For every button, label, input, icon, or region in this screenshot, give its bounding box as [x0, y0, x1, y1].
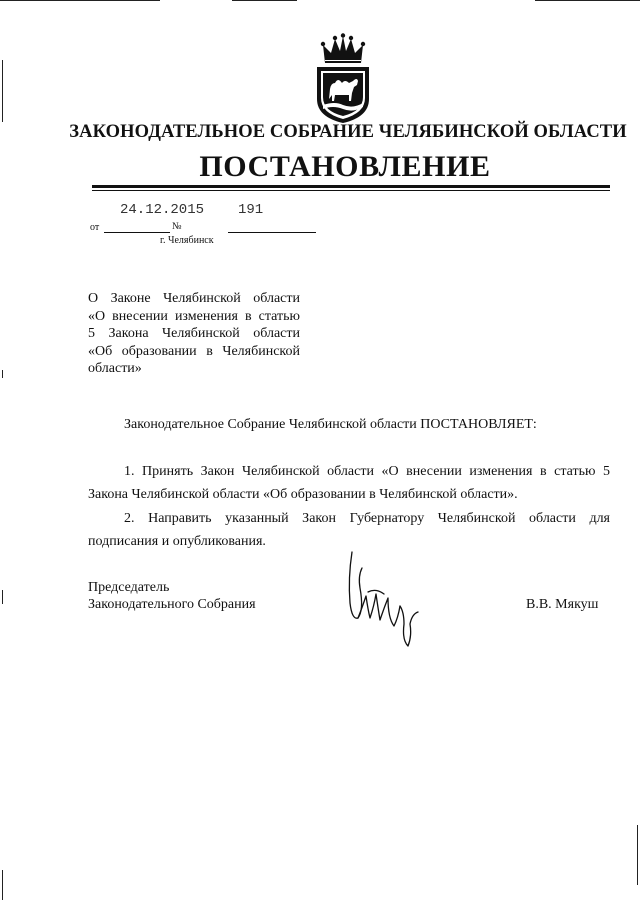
chelyabinsk-coat-of-arms-icon [313, 33, 373, 125]
scan-edge-artifact [2, 370, 3, 378]
scan-edge-artifact [2, 870, 3, 900]
handwritten-signature [338, 548, 438, 658]
scan-edge-artifact [535, 0, 640, 1]
scan-edge-artifact [2, 590, 3, 604]
document-subject [88, 290, 300, 378]
scan-edge-artifact [637, 825, 638, 885]
document-number: 191 [238, 202, 264, 218]
date-label: от [90, 222, 100, 233]
resolution-item-1: 1. Принять Закон Челябинской области «О внесении изменения в статью 5 Закона Челябинской области «Об образовании в Челябинской области». [88, 464, 610, 502]
number-underline [228, 232, 316, 233]
resolution-item-2: 2. Направить указанный Закон Губернатору Челябинской области для подписания и опубликования. [88, 511, 610, 549]
date-underline [104, 232, 170, 233]
scan-edge-artifact [232, 0, 297, 1]
subject-line: «О внесении изменения в статью [88, 308, 300, 324]
signatory-title-line2: Законодательного Собрания [88, 597, 256, 612]
organization-title: ЗАКОНОДАТЕЛЬНОЕ СОБРАНИЕ ЧЕЛЯБИНСКОЙ ОБЛАСТИ [69, 122, 627, 142]
header-rule-thick [92, 185, 610, 188]
subject-line: области» [88, 361, 142, 377]
signatory-name: В.В. Мякуш [526, 597, 599, 612]
subject-line: «Об образовании в Челябинской [88, 343, 300, 359]
city-label: г. Челябинск [160, 235, 214, 246]
preamble: Законодательное Собрание Челябинской области ПОСТАНОВЛЯЕТ: [124, 417, 537, 432]
header-rule-thin [92, 190, 610, 191]
scan-edge-artifact [0, 0, 160, 1]
scan-edge-artifact [2, 60, 3, 122]
signatory-title-line1: Председатель [88, 580, 170, 595]
subject-line: О Законе Челябинской области [88, 291, 300, 306]
number-label: № [172, 221, 182, 232]
document-date: 24.12.2015 [120, 202, 205, 218]
subject-line: 5 Закона Челябинской области [88, 326, 300, 342]
document-type-title: ПОСТАНОВЛЕНИЕ [199, 150, 491, 183]
